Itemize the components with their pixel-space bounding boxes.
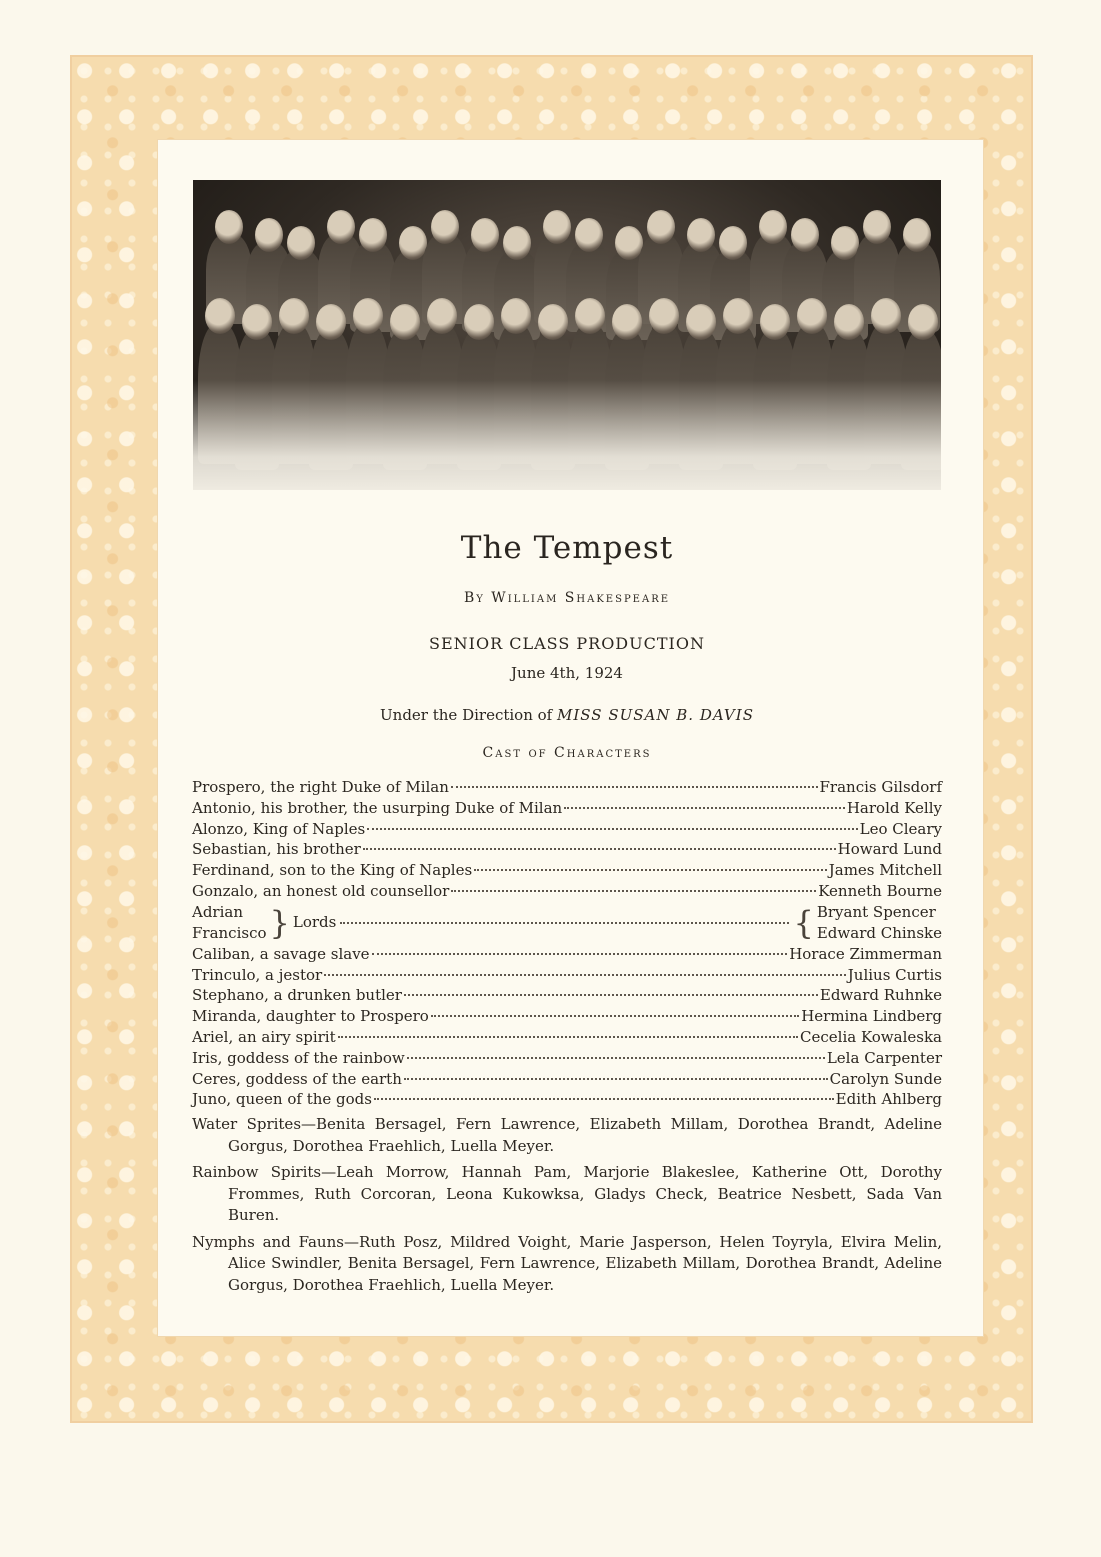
cast-row xyxy=(192,1048,942,1069)
cast-row xyxy=(192,1089,942,1110)
leader-dots xyxy=(324,974,846,976)
actor: Howard Lund xyxy=(837,840,942,859)
role: Francisco xyxy=(192,923,267,942)
leader-dots xyxy=(404,1078,828,1080)
role: Juno, queen of the gods xyxy=(192,1090,372,1109)
figure-head xyxy=(390,304,420,340)
cast-row xyxy=(192,1069,942,1090)
actor: Cecelia Kowaleska xyxy=(800,1027,942,1046)
photo-vignette xyxy=(193,380,941,490)
figure-head xyxy=(215,210,243,244)
figure-head xyxy=(760,304,790,340)
figure-head xyxy=(687,218,715,252)
role: Stephano, a drunken butler xyxy=(192,986,402,1005)
author-byline: By William Shakespeare xyxy=(463,590,671,606)
actor: Kenneth Bourne xyxy=(818,881,942,900)
figure-head xyxy=(359,218,387,252)
cast-row xyxy=(192,819,942,840)
figure-head xyxy=(431,210,459,244)
class-group-photo xyxy=(193,180,941,490)
leader-dots xyxy=(367,828,857,830)
figure-head xyxy=(205,298,235,334)
figure-head xyxy=(501,298,531,334)
role: Iris, goddess of the rainbow xyxy=(192,1048,405,1067)
figure-head xyxy=(723,298,753,334)
figure-head xyxy=(719,226,747,260)
ensemble-group: Water Sprites—Benita Bersagel, Fern Lawrence, Elizabeth Millam, Dorothea Brandt, Adeline Gorgus, Dorothea Fraehlich, Luella Meyer. xyxy=(192,1115,942,1155)
actor: Bryant Spencer xyxy=(816,902,936,921)
figure-head xyxy=(759,210,787,244)
leader-dots xyxy=(374,1098,834,1100)
figure-head xyxy=(649,298,679,334)
figure-head xyxy=(287,226,315,260)
leader-dots xyxy=(431,1015,799,1017)
actor: Leo Cleary xyxy=(859,819,942,838)
actor: Edith Ahlberg xyxy=(835,1090,942,1109)
figure-head xyxy=(863,210,891,244)
direction-prefix: Under the Direction of xyxy=(380,706,553,724)
role: Prospero, the right Duke of Milan xyxy=(192,778,449,796)
cast-row xyxy=(192,881,942,902)
leader-dots xyxy=(340,922,788,924)
role: Sebastian, his brother xyxy=(192,840,361,859)
cast-row xyxy=(192,944,942,965)
actor: Hermina Lindberg xyxy=(801,1007,942,1026)
leader-dots xyxy=(451,890,816,892)
figure-head xyxy=(791,218,819,252)
production-date: June 4th, 1924 xyxy=(511,664,623,682)
cast-row xyxy=(192,1006,942,1027)
cast-row xyxy=(192,839,942,860)
cast-row xyxy=(192,798,942,819)
figure-head xyxy=(612,304,642,340)
role: Gonzalo, an honest old counsellor xyxy=(192,881,450,900)
direction-line xyxy=(193,706,941,724)
figure-head xyxy=(464,304,494,340)
figure-head xyxy=(538,304,568,340)
actor: James Mitchell xyxy=(828,861,942,880)
play-title: The Tempest xyxy=(460,530,674,566)
figure-head xyxy=(871,298,901,334)
figure-head xyxy=(647,210,675,244)
role: Ariel, an airy spirit xyxy=(192,1027,336,1046)
actor: Harold Kelly xyxy=(846,798,942,817)
lords-row xyxy=(192,902,942,944)
actor: Edward Chinske xyxy=(816,923,942,942)
actor: Edward Ruhnke xyxy=(819,986,942,1005)
role: Trinculo, a jestor xyxy=(192,965,323,984)
actor: Francis Gilsdorf xyxy=(819,778,942,796)
cast-row xyxy=(192,1027,942,1048)
figure-head xyxy=(797,298,827,334)
role: Antonio, his brother, the usurping Duke of Milan xyxy=(192,798,563,817)
lords-roles xyxy=(192,902,267,944)
figure-head xyxy=(834,304,864,340)
director-name: MISS SUSAN B. DAVIS xyxy=(557,706,754,724)
figure-head xyxy=(255,218,283,252)
figure-head xyxy=(471,218,499,252)
role: Miranda, daughter to Prospero xyxy=(192,1007,429,1026)
figure-head xyxy=(575,218,603,252)
actor: Horace Zimmerman xyxy=(789,944,942,963)
leader-dots xyxy=(474,869,827,871)
left-brace: { xyxy=(793,903,814,942)
right-brace: } xyxy=(269,903,290,942)
leader-dots xyxy=(372,953,788,955)
role: Ferdinand, son to the King of Naples xyxy=(192,861,473,880)
actor: Julius Curtis xyxy=(847,965,942,984)
role: Caliban, a savage slave xyxy=(192,944,370,963)
production-label: SENIOR CLASS PRODUCTION xyxy=(429,634,705,653)
actor: Lela Carpenter xyxy=(826,1048,942,1067)
role: Ceres, goddess of the earth xyxy=(192,1069,402,1088)
figure-head xyxy=(279,298,309,334)
leader-dots xyxy=(338,1036,798,1038)
ensemble-groups xyxy=(192,1114,942,1301)
ensemble-group: Rainbow Spirits—Leah Morrow, Hannah Pam, Marjorie Blakeslee, Katherine Ott, Dorothy Frommes, Ruth Corcoran, Leona Kukowksa, Gladys Check, Beatrice Nesbett, Sada Van Buren. xyxy=(192,1163,942,1224)
figure-head xyxy=(503,226,531,260)
figure-head xyxy=(427,298,457,334)
figure-head xyxy=(316,304,346,340)
cast-row xyxy=(192,777,942,798)
actor: Carolyn Sunde xyxy=(829,1069,942,1088)
figure-head xyxy=(903,218,931,252)
figure-head xyxy=(686,304,716,340)
leader-dots xyxy=(363,848,836,850)
figure-head xyxy=(327,210,355,244)
role: Alonzo, King of Naples xyxy=(192,819,366,838)
cast-row xyxy=(192,965,942,986)
figure-head xyxy=(543,210,571,244)
figure-head xyxy=(242,304,272,340)
cast-row xyxy=(192,985,942,1006)
lords-label: Lords xyxy=(292,913,337,932)
cast-heading: Cast of Characters xyxy=(482,745,652,761)
cast-row xyxy=(192,860,942,881)
figure-head xyxy=(575,298,605,334)
ensemble-group: Nymphs and Fauns—Ruth Posz, Mildred Voight, Marie Jasperson, Helen Toyryla, Elvira Melin, Alice Swindler, Benita Bersagel, Fern Lawrence, Elizabeth Millam, Dorothea Brandt, Adeline Gorgus, Dorothea Fraehlich, Luella Meyer. xyxy=(192,1232,942,1294)
figure-head xyxy=(908,304,938,340)
cast-list xyxy=(192,777,942,1110)
leader-dots xyxy=(404,994,818,996)
role: Adrian xyxy=(192,902,244,921)
leader-dots xyxy=(564,807,845,809)
figure-head xyxy=(353,298,383,334)
leader-dots xyxy=(451,786,818,788)
leader-dots xyxy=(407,1057,825,1059)
lords-actors xyxy=(817,902,942,944)
